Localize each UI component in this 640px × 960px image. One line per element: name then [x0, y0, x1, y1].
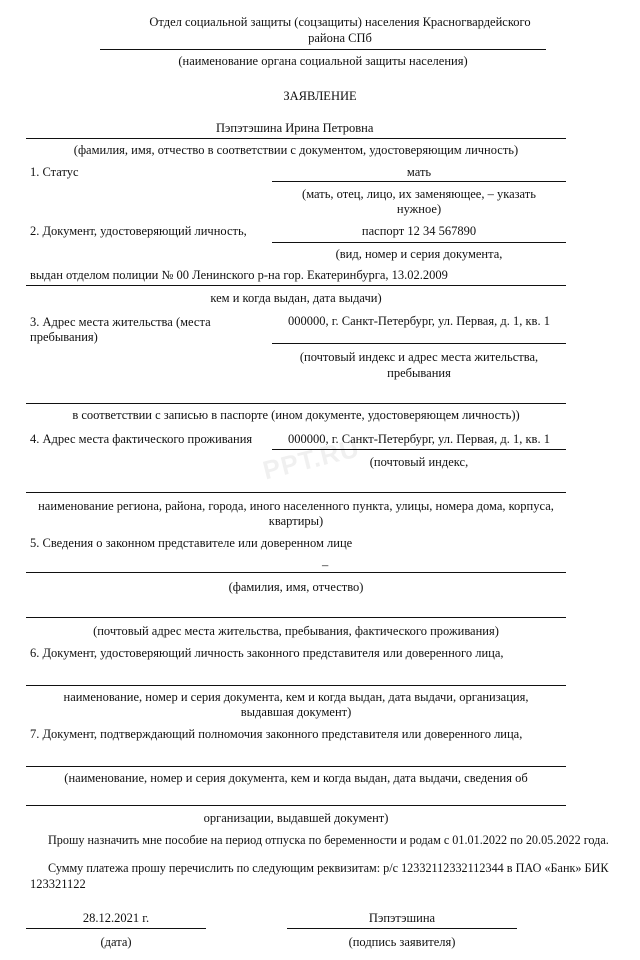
- actual-address-underline: [272, 449, 566, 450]
- rep-document-label: 6. Документ, удостоверяющий личность законного представителя или доверенного лица,: [30, 646, 504, 660]
- representative-address-caption: (почтовый адрес места жительства, пребывания, фактического проживания): [93, 624, 499, 638]
- residence-passport-caption: в соответствии с записью в паспорте (ином документе, удостоверяющем личность)): [72, 408, 520, 422]
- org-name-line2: района СПб: [308, 31, 372, 45]
- residence-value: 000000, г. Санкт-Петербург, ул. Первая, д. 1, кв. 1: [288, 314, 550, 328]
- authority-document-caption-line1: (наименование, номер и серия документа, кем и когда выдан, дата выдачи, сведения об: [64, 771, 528, 785]
- representative-underline: [26, 572, 566, 573]
- rep-document-underline: [26, 685, 566, 686]
- residence-caption-line2: пребывания: [387, 366, 451, 380]
- actual-address-label: 4. Адрес места фактического проживания: [30, 432, 253, 446]
- signature-value: Пэпэтэшина: [368, 911, 436, 925]
- authority-document-underline2: [26, 805, 566, 806]
- date-caption: (дата): [100, 935, 132, 949]
- id-document-underline: [272, 242, 566, 243]
- representative-address-underline: [26, 617, 566, 618]
- signature-underline: [287, 928, 517, 929]
- id-document-label: 2. Документ, удостоверяющий личность,: [30, 224, 247, 238]
- authority-document-label: 7. Документ, подтверждающий полномочия законного представителя или доверенного лица,: [30, 727, 523, 741]
- actual-address-caption2-line1: наименование региона, района, города, иного населенного пункта, улицы, номера дома, корпуса,: [38, 499, 554, 513]
- residence-underline: [272, 343, 566, 344]
- actual-address-underline2: [26, 492, 566, 493]
- org-caption: (наименование органа социальной защиты населения): [178, 54, 468, 68]
- applicant-fio-underline: [26, 138, 566, 139]
- representative-fio-caption: (фамилия, имя, отчество): [228, 580, 364, 594]
- actual-address-caption2-line2: квартиры): [268, 514, 324, 528]
- applicant-fio-value: Пэпэтэшина Ирина Петровна: [216, 121, 374, 135]
- payment-line1: Сумму платежа прошу перечислить по следующим реквизитам: р/с 12332112332112344 в ПАО «Банк» БИК: [48, 861, 609, 875]
- id-document-caption: (вид, номер и серия документа,: [335, 247, 503, 261]
- authority-document-caption-line2: организации, выдавшей документ): [203, 811, 389, 825]
- rep-document-caption-line2: выдавшая документ): [240, 705, 352, 719]
- id-document-issued-value: выдан отделом полиции № 00 Ленинского р-на гор. Екатеринбурга, 13.02.2009: [30, 268, 448, 282]
- authority-document-underline: [26, 766, 566, 767]
- status-value: мать: [406, 165, 432, 179]
- signature-caption: (подпись заявителя): [348, 935, 456, 949]
- id-document-value: паспорт 12 34 567890: [361, 224, 477, 238]
- payment-line2: 123321122: [30, 877, 86, 891]
- representative-label: 5. Сведения о законном представителе или доверенном лице: [30, 536, 353, 550]
- date-value: 28.12.2021 г.: [82, 911, 150, 925]
- date-underline: [26, 928, 206, 929]
- applicant-fio-caption: (фамилия, имя, отчество в соответствии с документом, удостоверяющим личность): [73, 143, 519, 157]
- actual-address-value: 000000, г. Санкт-Петербург, ул. Первая, д. 1, кв. 1: [288, 432, 550, 446]
- residence-label-line2: пребывания): [30, 330, 98, 344]
- id-document-issued-caption: кем и когда выдан, дата выдачи): [210, 291, 382, 305]
- status-caption-line1: (мать, отец, лицо, их заменяющее, – указать: [302, 187, 536, 201]
- representative-value: –: [322, 558, 329, 572]
- id-document-issued-underline: [26, 285, 566, 286]
- rep-document-caption-line1: наименование, номер и серия документа, кем и когда выдан, дата выдачи, организация,: [63, 690, 529, 704]
- status-label: 1. Статус: [30, 165, 79, 179]
- actual-address-caption: (почтовый индекс,: [369, 455, 469, 469]
- org-underline: [100, 49, 546, 50]
- residence-caption-line1: (почтовый индекс и адрес места жительства,: [299, 350, 539, 364]
- page-title: ЗАЯВЛЕНИЕ: [283, 89, 357, 103]
- residence-passport-underline: [26, 403, 566, 404]
- org-name-line1: Отдел социальной защиты (соцзащиты) населения Красногвардейского: [149, 15, 531, 29]
- status-caption-line2: нужное): [396, 202, 442, 216]
- status-underline: [272, 181, 566, 182]
- request-text: Прошу назначить мне пособие на период отпуска по беременности и родам с 01.01.2022 по 20.05.2022 года.: [48, 833, 609, 847]
- residence-label-line1: 3. Адрес места жительства (места: [30, 315, 211, 329]
- watermark: PPT.RU: [259, 432, 363, 486]
